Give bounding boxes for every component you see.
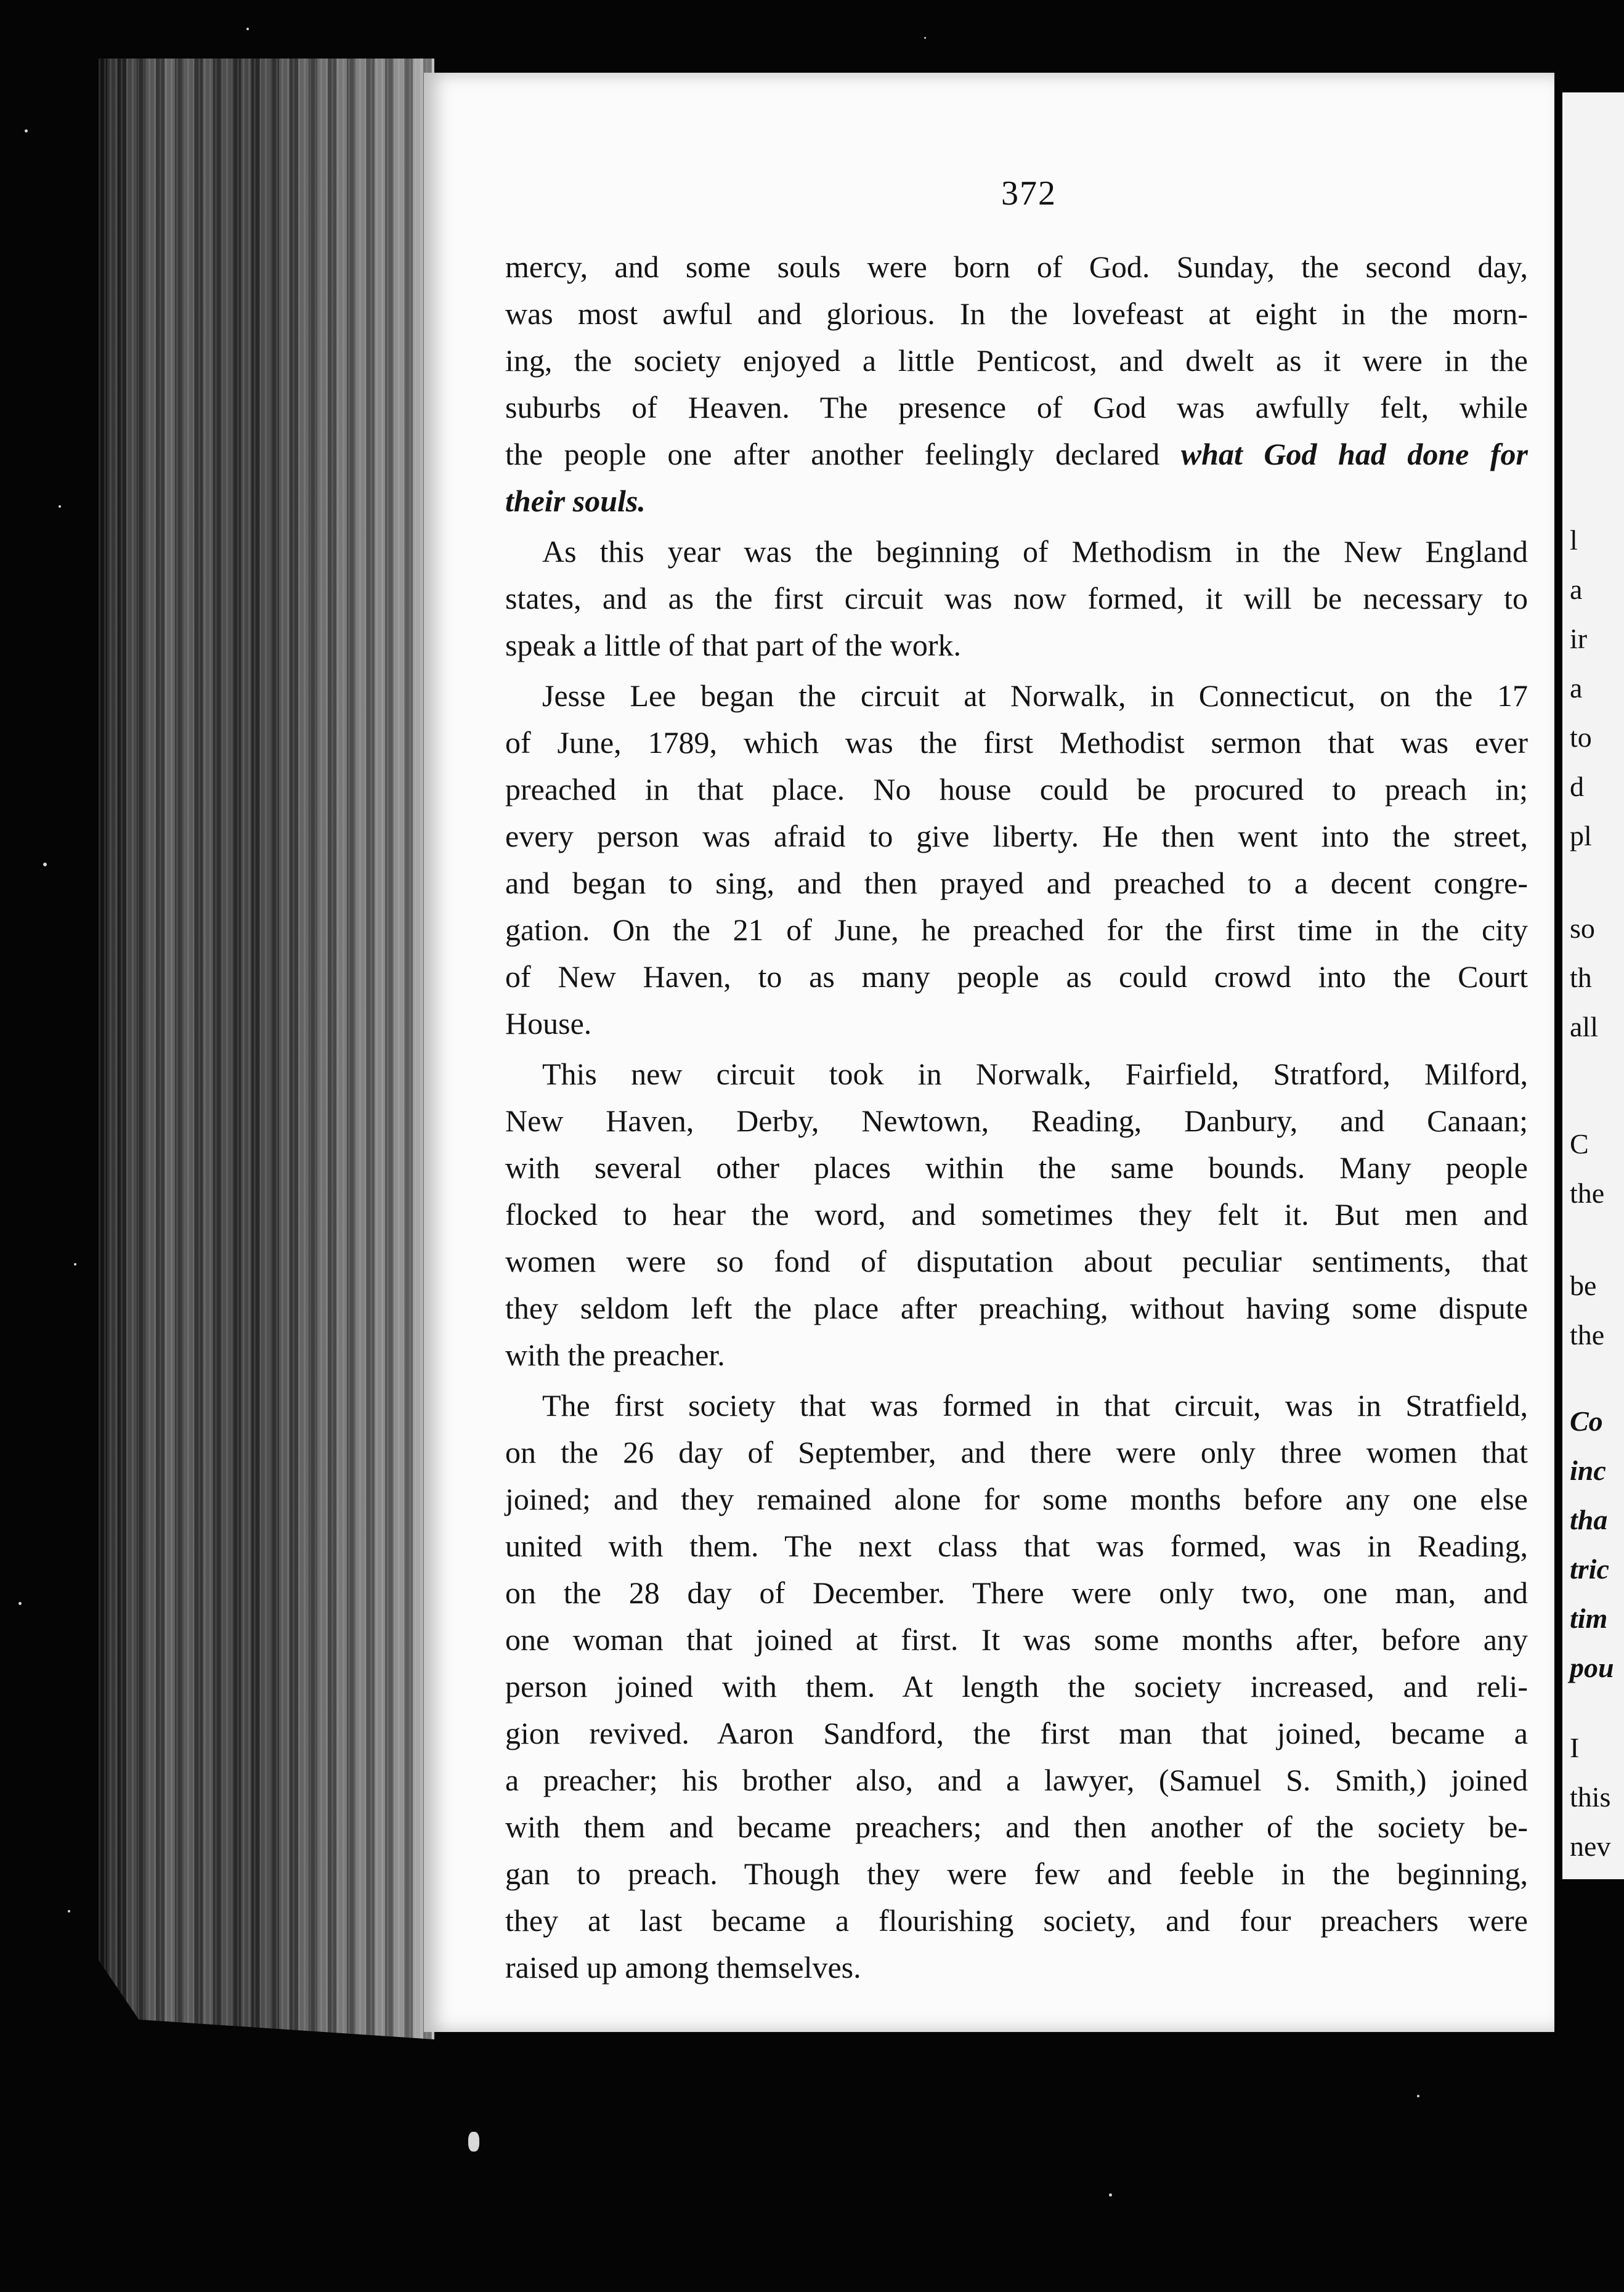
text-line: joined; and they remained alone for some months before any one else	[505, 1482, 1528, 1516]
facing-page-text: I	[1570, 1732, 1580, 1763]
facing-page-text: a	[1570, 574, 1583, 605]
text-line: of June, 1789, which was the first Methodist sermon that was ever	[505, 725, 1528, 760]
facing-page-text: ir	[1570, 623, 1588, 654]
book-page-edge	[99, 59, 434, 2039]
text-line: gan to preach. Though they were few and feeble in the beginning,	[505, 1856, 1528, 1891]
text-line: women were so fond of disputation about peculiar sentiments, that	[505, 1244, 1528, 1278]
facing-page-text: the	[1570, 1319, 1605, 1351]
text-line: on the 28 day of December. There were only two, one man, and	[505, 1575, 1528, 1610]
film-speck	[1417, 2095, 1419, 2097]
facing-page-text: tha	[1570, 1504, 1608, 1535]
emphasized-text: what God had done for	[1180, 437, 1528, 471]
facing-page-text: pl	[1570, 820, 1592, 851]
text-line: they seldom left the place after preaching, without having some dispute	[505, 1291, 1528, 1325]
paragraph	[505, 672, 1528, 1047]
paragraph	[505, 528, 1528, 668]
text-line: ing, the society enjoyed a little Penticost, and dwelt as it were in the	[505, 343, 1528, 378]
text-line: gation. On the 21 of June, he preached for the first time in the city	[505, 912, 1528, 947]
text-line: House.	[505, 1006, 592, 1041]
text-line: raised up among themselves.	[505, 1950, 861, 1985]
text-line: As this year was the beginning of Methodism in the New England	[542, 534, 1528, 569]
text-line: every person was afraid to give liberty. He then went into the street,	[505, 819, 1528, 853]
text-line: one woman that joined at first. It was some months after, before any	[505, 1622, 1528, 1657]
text-line: preached in that place. No house could be procured to preach in;	[505, 772, 1528, 807]
paragraph	[505, 243, 1528, 524]
facing-page-text: th	[1570, 962, 1592, 993]
text-line: a preacher; his brother also, and a lawyer, (Samuel S. Smith,) joined	[505, 1763, 1528, 1797]
text-line: flocked to hear the word, and sometimes they felt it. But men and	[505, 1197, 1528, 1232]
film-speck	[468, 2132, 479, 2152]
facing-page-text: inc	[1570, 1455, 1606, 1486]
film-speck	[924, 37, 926, 39]
facing-page-text: nev	[1570, 1831, 1611, 1862]
text-line: with several other places within the same bounds. Many people	[505, 1150, 1528, 1185]
facing-page-fragment	[1562, 92, 1624, 1879]
text-segment: the people one after another feelingly declared	[505, 437, 1181, 471]
facing-page-text: this	[1570, 1781, 1611, 1813]
film-speck	[59, 505, 61, 508]
text-line: person joined with them. At length the society increased, and reli-	[505, 1669, 1528, 1704]
text-line: New Haven, Derby, Newtown, Reading, Danbury, and Canaan;	[505, 1103, 1528, 1138]
text-line: This new circuit took in Norwalk, Fairfield, Stratford, Milford,	[542, 1057, 1528, 1091]
facing-page-text: tric	[1570, 1553, 1609, 1585]
page-number: 372	[1001, 174, 1057, 213]
film-speck	[68, 1910, 70, 1912]
text-line: was most awful and glorious. In the lovefeast at eight in the morn-	[505, 296, 1528, 331]
facing-page-text: pou	[1570, 1652, 1614, 1683]
text-line: mercy, and some souls were born of God. Sunday, the second day,	[505, 250, 1528, 284]
facing-page-text: all	[1570, 1011, 1598, 1042]
page-body-text	[505, 243, 1528, 1991]
text-line: states, and as the first circuit was now formed, it will be necessary to	[505, 581, 1528, 616]
text-line: on the 26 day of September, and there were only three women that	[505, 1435, 1528, 1469]
facing-page-text: so	[1570, 912, 1595, 944]
paragraph	[505, 1382, 1528, 1991]
facing-page-text: Co	[1570, 1405, 1603, 1437]
text-line: Jesse Lee began the circuit at Norwalk, in Connecticut, on the 17	[542, 678, 1528, 713]
film-speck	[1109, 2193, 1112, 2196]
text-line: gion revived. Aaron Sandford, the first man that joined, became a	[505, 1716, 1528, 1750]
film-speck	[74, 1263, 76, 1266]
film-speck	[18, 1602, 22, 1605]
facing-page-text: to	[1570, 721, 1592, 753]
text-line: speak a little of that part of the work.	[505, 628, 962, 662]
text-line: they at last became a flourishing society, and four preachers were	[505, 1903, 1528, 1938]
film-speck	[25, 129, 28, 132]
film-speck	[43, 863, 47, 866]
film-speck	[246, 28, 249, 30]
facing-page-text: be	[1570, 1270, 1597, 1301]
text-line: united with them. The next class that was formed, was in Reading,	[505, 1529, 1528, 1563]
facing-page-text: d	[1570, 771, 1584, 802]
facing-page-text: a	[1570, 672, 1583, 704]
paragraph	[505, 1050, 1528, 1378]
text-line: of New Haven, to as many people as could crowd into the Court	[505, 959, 1528, 994]
emphasized-text: their souls.	[505, 484, 646, 518]
text-line: with the preacher.	[505, 1338, 725, 1372]
text-line: The first society that was formed in that circuit, was in Stratfield,	[542, 1388, 1528, 1423]
facing-page-text: l	[1570, 524, 1578, 556]
facing-page-text: the	[1570, 1177, 1605, 1209]
text-line: with them and became preachers; and then another of the society be-	[505, 1810, 1528, 1844]
text-line: and began to sing, and then prayed and preached to a decent congre-	[505, 866, 1528, 900]
facing-page-text: tim	[1570, 1603, 1608, 1634]
text-line-with-emphasis	[505, 431, 1528, 478]
text-line: suburbs of Heaven. The presence of God was awfully felt, while	[505, 390, 1528, 425]
facing-page-text: C	[1570, 1128, 1589, 1160]
